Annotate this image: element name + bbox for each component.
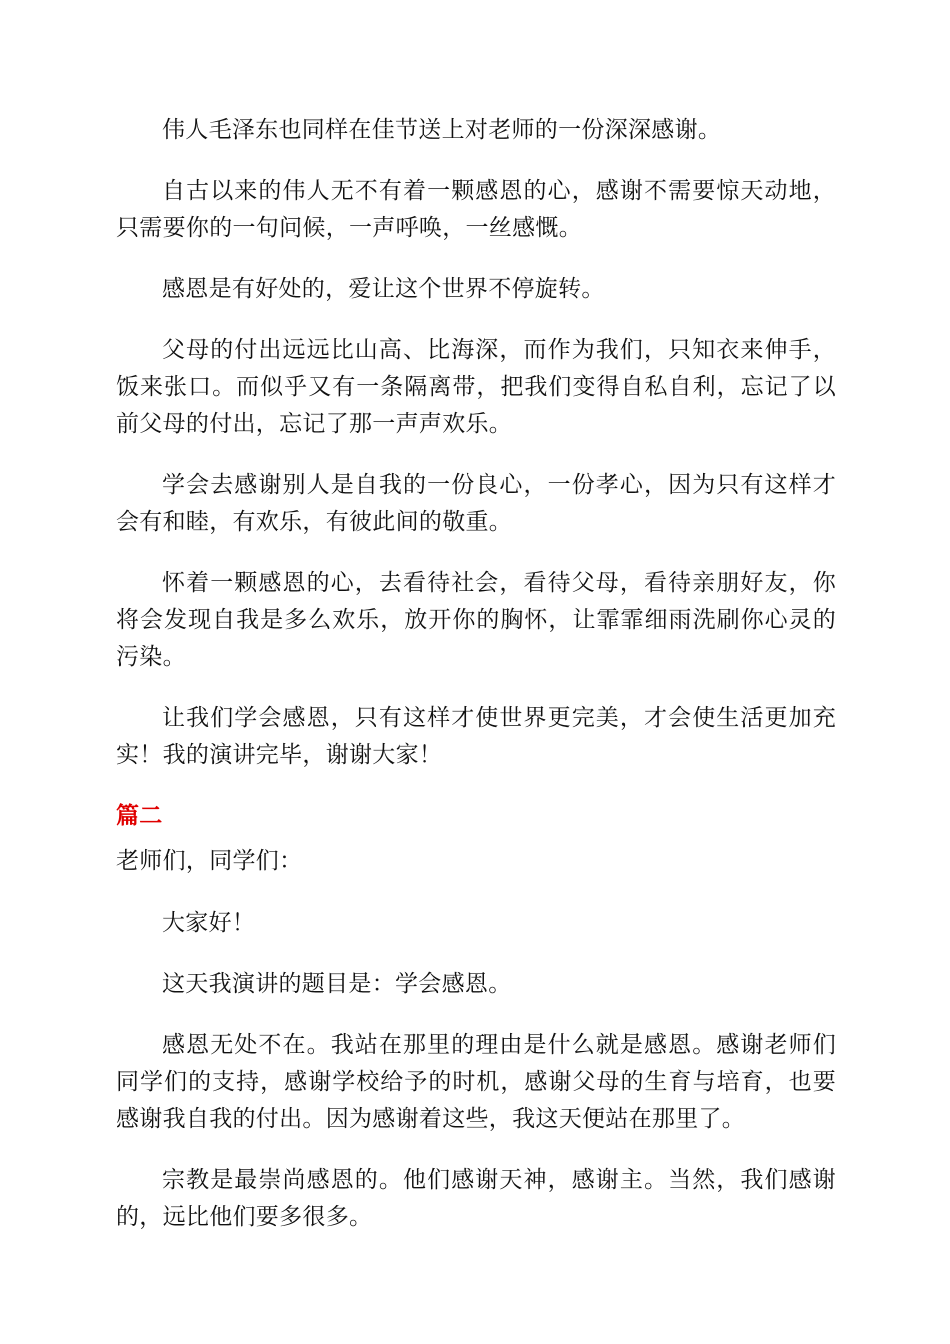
section-heading: 篇二 <box>116 803 163 829</box>
paragraph-5: 学会去感谢别人是自我的一份良心，一份孝心，因为只有这样才会有和睦，有欢乐，有彼此间的敬重。 <box>116 472 836 535</box>
paragraph-7: 让我们学会感恩，只有这样才使世界更完美，才会使生活更加充实！我的演讲完毕，谢谢大家！ <box>116 705 836 768</box>
paragraph-4: 父母的付出远远比山高、比海深，而作为我们，只知衣来伸手，饭来张口。而似乎又有一条隔离带，把我们变得自私自利，忘记了以前父母的付出，忘记了那一声声欢乐。 <box>116 337 836 437</box>
paragraph-10: 感恩无处不在。我站在那里的理由是什么就是感恩。感谢老师们同学们的支持，感谢学校给予的时机，感谢父母的生育与培育，也要感谢我自我的付出。因为感谢着这些，我这天便站在那里了。 <box>116 1032 836 1132</box>
paragraph-3: 感恩是有好处的，爱让这个世界不停旋转。 <box>162 276 605 302</box>
salutation: 老师们，同学们： <box>116 848 303 874</box>
paragraph-1: 伟人毛泽东也同样在佳节送上对老师的一份深深感谢。 <box>162 117 722 143</box>
paragraph-6: 怀着一颗感恩的心，去看待社会，看待父母，看待亲朋好友，你将会发现自我是多么欢乐，放开你的胸怀，让霏霏细雨洗刷你心灵的污染。 <box>116 570 836 670</box>
paragraph-8: 大家好！ <box>162 910 256 936</box>
paragraph-9: 这天我演讲的题目是：学会感恩。 <box>162 971 512 997</box>
document-body <box>116 112 836 1260</box>
paragraph-11: 宗教是最崇尚感恩的。他们感谢天神，感谢主。当然，我们感谢的，远比他们要多很多。 <box>116 1167 836 1230</box>
paragraph-2: 自古以来的伟人无不有着一颗感恩的心，感谢不需要惊天动地，只需要你的一句问候，一声呼唤，一丝感慨。 <box>116 178 836 241</box>
